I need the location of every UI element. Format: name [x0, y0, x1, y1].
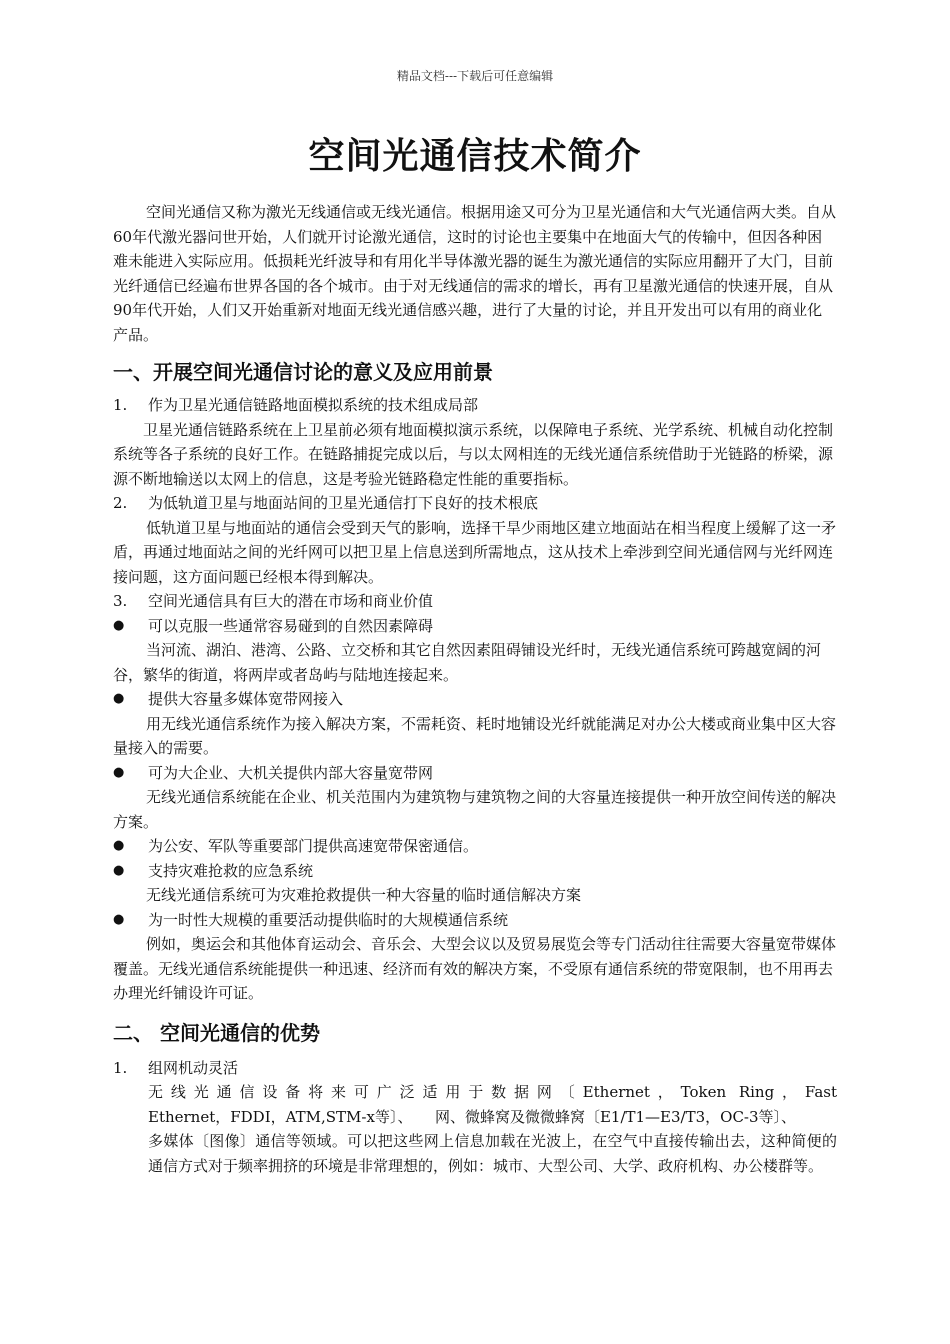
bullet-title: 可以克服一些通常容易碰到的自然因素障碍	[148, 616, 434, 635]
document-body	[113, 200, 837, 1178]
bullet-item	[113, 908, 837, 933]
item-number: 1.	[113, 396, 128, 414]
numbered-item	[113, 1056, 837, 1081]
item-body-rest: 多媒体〔图像〕通信等领域。可以把这些网上信息加载在光波上，在空气中直接传输出去，这种简便的通信方式对于频率拥挤的环境是非常理想的，例如：城市、大型公司、大学、政府机构、办公楼群等。	[148, 1132, 837, 1175]
bullet-item	[113, 859, 837, 884]
section1-heading: 一、开展空间光通信讨论的意义及应用前景	[113, 360, 493, 384]
bullet-icon: ●	[113, 617, 125, 633]
bullet-icon: ●	[113, 764, 125, 780]
document-title: 空间光通信技术简介	[308, 135, 642, 177]
item-title: 组网机动灵活	[148, 1058, 239, 1077]
section2-heading: 二、 空间光通信的优势	[113, 1020, 320, 1045]
intro-paragraph: 空间光通信又称为激光无线通信或无线光通信。根据用途又可分为卫星光通信和大气光通信两大类。自从60年代激光器问世开始，人们就开讨论激光通信，这时的讨论也主要集中在地面大气的传输中，但因各种困难未能进入实际应用。低损耗光纤波导和有用化半导体激光器的诞生为激光通信的实际应用翻开了大门，目前光纤通信已经遍布世界各国的各个城市。由于对无线通信的需求的增长，再有卫星激光通信的快速开展，自从90年代开始，人们又开始重新对地面无线光通信感兴趣，进行了大量的讨论，并且开发出可以有用的商业化产品。	[113, 203, 837, 344]
bullet-icon: ●	[113, 911, 125, 927]
item-body-line: 无线光通信设备将来可广泛适用于数据网〔Ethernet，Token Ring，Fast	[148, 1083, 837, 1101]
bullet-body: 无线光通信系统能在企业、机关范围内为建筑物与建筑物之间的大容量连接提供一种开放空间传送的解决方案。	[113, 788, 837, 831]
item-number: 3.	[113, 592, 128, 610]
bullet-title: 可为大企业、大机关提供内部大容量宽带网	[148, 763, 434, 782]
item-body-block	[148, 1080, 837, 1178]
numbered-item	[113, 491, 837, 516]
bullet-item	[113, 687, 837, 712]
item-number: 2.	[113, 494, 128, 512]
bullet-title: 提供大容量多媒体宽带网接入	[148, 690, 344, 708]
bullet-icon: ●	[113, 862, 125, 878]
item-body: 低轨道卫星与地面站的通信会受到天气的影响，选择干旱少雨地区建立地面站在相当程度上缓解了这一矛盾，再通过地面站之间的光纤网可以把卫星上信息送到所需地点，这从技术上牵涉到空间光通信网与光纤网连接问题，这方面问题已经根本得到解决。	[113, 518, 837, 586]
item-title: 作为卫星光通信链路地面模拟系统的技术组成局部	[148, 396, 479, 414]
item-body: 卫星光通信链路系统在上卫星前必须有地面模拟演示系统，以保障电子系统、光学系统、机械自动化控制系统等各子系统的良好工作。在链路捕捉完成以后，与以太网相连的无线光通信系统借助于光链路的桥梁，源源不断地输送以太网上的信息，这是考验光链路稳定性能的重要指标。	[113, 420, 834, 488]
bullet-title: 为公安、军队等重要部门提供高速宽带保密通信。	[148, 837, 479, 855]
header-note: 精品文档---下载后可任意编辑	[396, 69, 554, 83]
bullet-item	[113, 761, 837, 786]
bullet-body: 例如，奥运会和其他体育运动会、音乐会、大型会议以及贸易展览会等专门活动往往需要大容量宽带媒体覆盖。无线光通信系统能提供一种迅速、经济而有效的解决方案，不受原有通信系统的带宽限制，也不用再去办理光纤铺设许可证。	[113, 935, 837, 1002]
item-title: 为低轨道卫星与地面站间的卫星光通信打下良好的技术根底	[148, 494, 539, 512]
item-number: 1.	[113, 1058, 128, 1077]
bullet-title: 为一时性大规模的重要活动提供临时的大规模通信系统	[148, 910, 509, 929]
numbered-item	[113, 589, 837, 614]
bullet-icon: ●	[113, 838, 125, 853]
bullet-item	[113, 614, 837, 639]
bullet-title: 支持灾难抢救的应急系统	[148, 861, 314, 880]
bullet-icon: ●	[113, 691, 125, 706]
bullet-item	[113, 834, 837, 859]
bullet-body: 当河流、湖泊、港湾、公路、立交桥和其它自然因素阻碍铺设光纤时，无线光通信系统可跨越宽阔的河谷，繁华的街道，将两岸或者岛屿与陆地连接起来。	[113, 641, 822, 684]
bullet-body: 无线光通信系统可为灾难抢救提供一种大容量的临时通信解决方案	[146, 886, 582, 904]
numbered-item	[113, 393, 837, 418]
item-body-line: Ethernet，FDDI，ATM,STM-x等〕、 网、微蜂窝及微微蜂窝〔E1/T1—E3/T3，OC-3等〕、	[148, 1107, 797, 1126]
bullet-body: 用无线光通信系统作为接入解决方案，不需耗资、耗时地铺设光纤就能满足对办公大楼或商业集中区大容量接入的需要。	[113, 714, 837, 757]
item-title: 空间光通信具有巨大的潜在市场和商业价值	[148, 592, 434, 610]
